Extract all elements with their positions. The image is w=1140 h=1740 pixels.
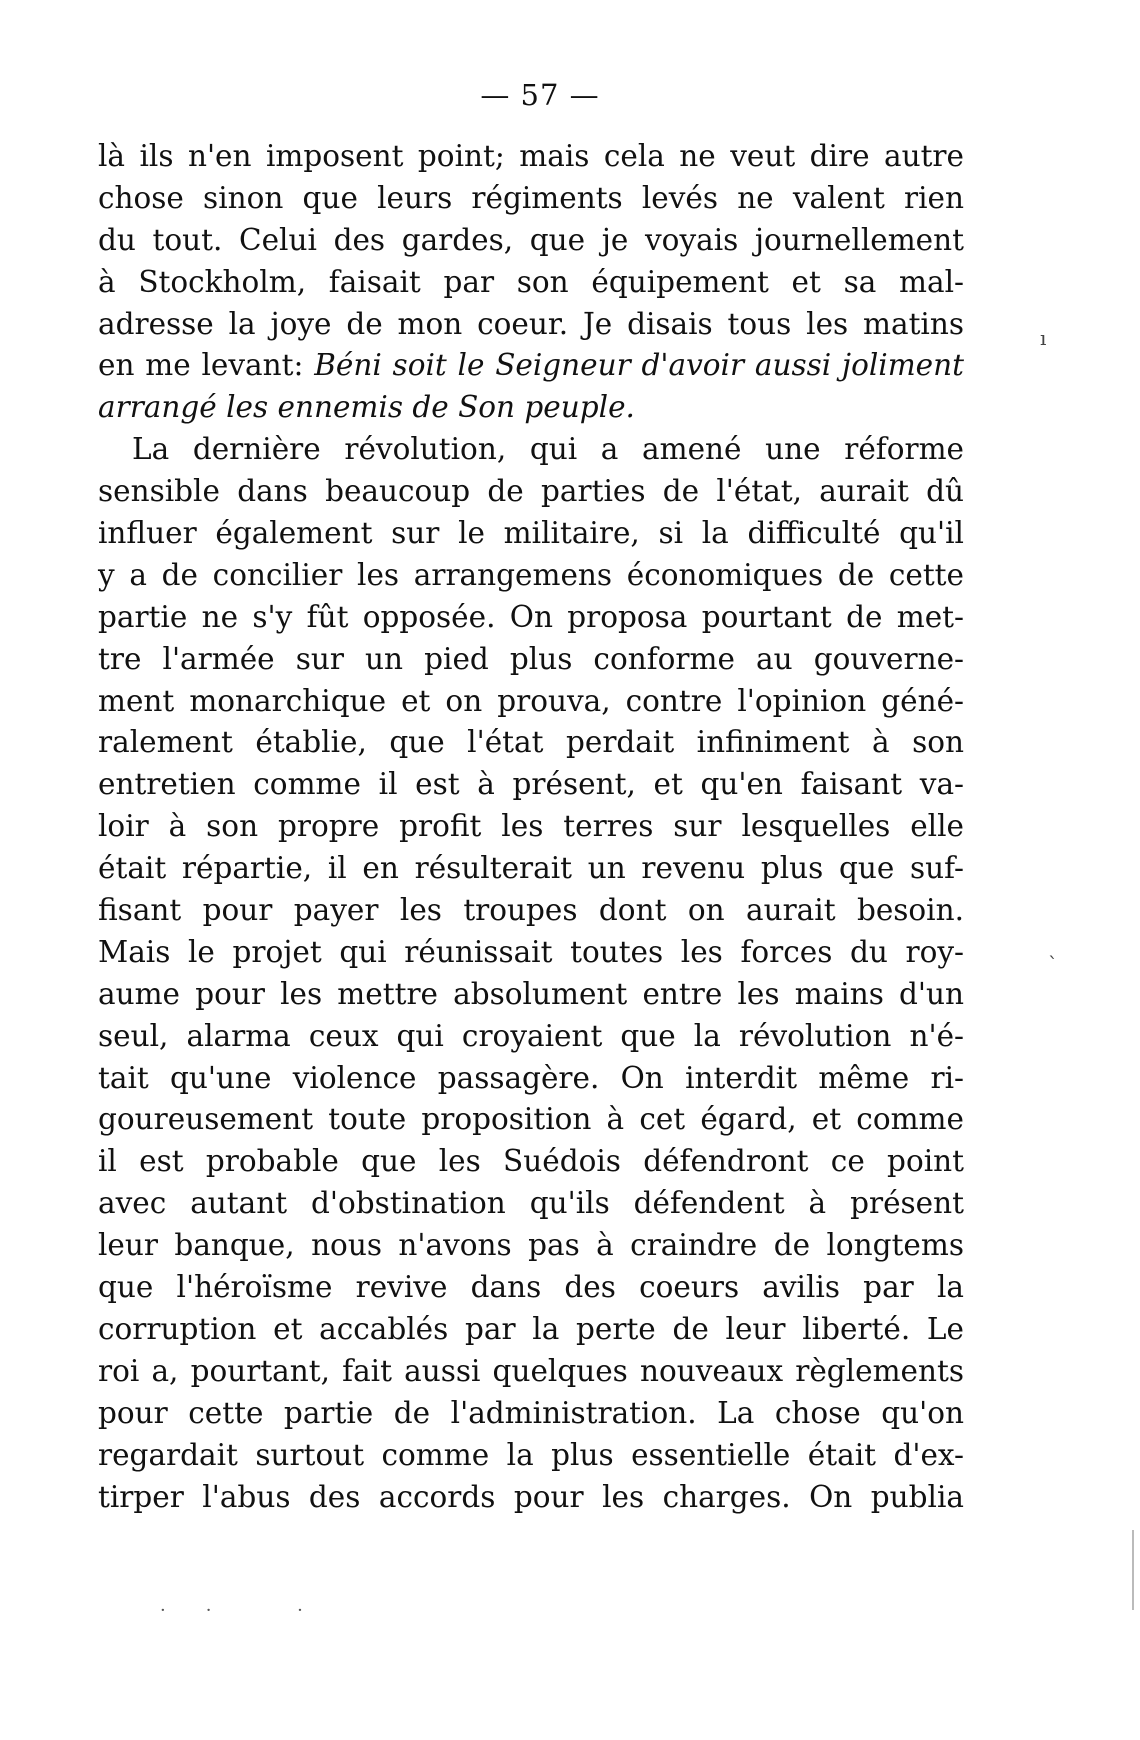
text-line: loir à son propre profit les terres sur lesquelles elle <box>98 809 964 844</box>
stray-ink-mark: ` <box>1048 952 1058 976</box>
text-line: du tout. Celui des gardes, que je voyais journellement <box>98 222 964 257</box>
text-line: goureusement toute proposition à cet égard, et comme <box>98 1102 964 1137</box>
text-line: que l'héroïsme revive dans des coeurs avilis par la <box>98 1270 964 1305</box>
text-line-italic: arrangé les ennemis de Son peuple. <box>98 390 635 425</box>
text-line: pour cette partie de l'administration. La chose qu'on <box>98 1395 964 1430</box>
page-edge-shadow <box>1132 1530 1134 1610</box>
text-line: aume pour les mettre absolument entre les mains d'un <box>98 976 964 1011</box>
text-line: partie ne s'y fût opposée. On proposa pourtant de met- <box>98 599 964 634</box>
text-line: fisant pour payer les troupes dont on aurait besoin. <box>98 893 964 928</box>
text-line: avec autant d'obstination qu'ils défendent à présent <box>98 1186 964 1221</box>
text-line: à Stockholm, faisait par son équipement et sa mal- <box>98 264 964 299</box>
page-number: — 57 — <box>480 78 600 112</box>
text-line: ralement établie, que l'état perdait infiniment à son <box>98 725 964 760</box>
stray-ink-dots: ·· · <box>160 1600 343 1621</box>
text-line: influer également sur le militaire, si la difficulté qu'il <box>98 516 964 551</box>
text-line: corruption et accablés par la perte de leur liberté. Le <box>98 1311 964 1346</box>
text-line: seul, alarma ceux qui croyaient que la révolution n'é- <box>98 1018 964 1053</box>
stray-ink-mark: ı <box>1040 326 1047 350</box>
text-line: Mais le projet qui réunissait toutes les forces du roy- <box>98 934 964 969</box>
paragraph-start-line: La dernière révolution, qui a amené une réforme <box>132 432 964 467</box>
text-line-italic-part: Béni soit le Seigneur d'avoir aussi joliment <box>314 348 964 383</box>
text-line: adresse la joye de mon coeur. Je disais tous les matins <box>98 306 964 341</box>
text-line: était répartie, il en résulterait un revenu plus que suf- <box>98 851 964 886</box>
text-line: là ils n'en imposent point; mais cela ne veut dire autre <box>98 139 964 173</box>
text-line: chose sinon que leurs régiments levés ne valent rien <box>98 180 964 215</box>
text-line: y a de concilier les arrangemens économiques de cette <box>98 557 964 592</box>
text-line: il est probable que les Suédois défendront ce point <box>98 1144 964 1179</box>
text-line: tirper l'abus des accords pour les charges. On publia <box>98 1479 964 1514</box>
body-text <box>98 136 964 1518</box>
text-line: roi a, pourtant, fait aussi quelques nouveaux règlements <box>98 1353 964 1388</box>
text-line: ment monarchique et on prouva, contre l'opinion géné- <box>98 683 964 718</box>
text-line-mixed <box>98 345 964 387</box>
text-line-roman-part: en me levant: <box>98 348 304 383</box>
text-line: tre l'armée sur un pied plus conforme au gouverne- <box>98 641 964 676</box>
text-line: entretien comme il est à présent, et qu'en faisant va- <box>98 767 964 802</box>
text-line: leur banque, nous n'avons pas à craindre de longtems <box>98 1228 964 1263</box>
text-line: tait qu'une violence passagère. On interdit même ri- <box>98 1060 964 1095</box>
text-line: regardait surtout comme la plus essentielle était d'ex- <box>98 1437 964 1472</box>
text-line: sensible dans beaucoup de parties de l'état, aurait dû <box>98 474 964 509</box>
